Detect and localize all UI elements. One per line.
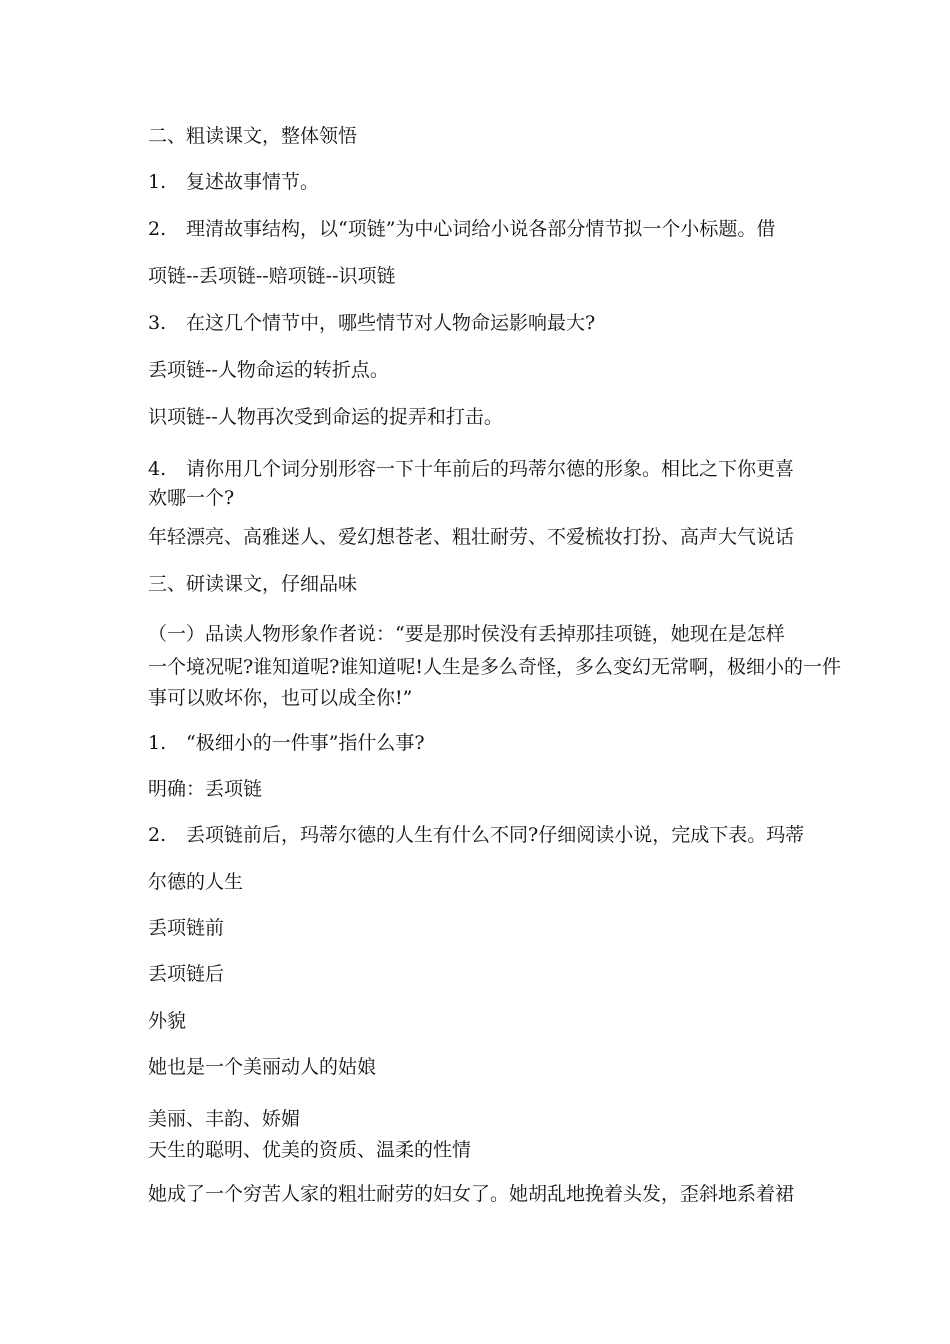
table-row-appearance: 外貌 <box>148 1010 187 1032</box>
section-heading-3: 三、研读课文，仔细品味 <box>148 573 358 595</box>
question-4: 4. 请你用几个词分别形容一下十年前后的玛蒂尔德的形象。相比之下你更喜 <box>148 458 795 480</box>
answer-3b: 识项链--人物再次受到命运的捉弄和打击。 <box>148 406 503 428</box>
section-heading-2: 二、粗读课文，整体领悟 <box>148 125 358 147</box>
table-cell-3: 天生的聪明、优美的资质、温柔的性情 <box>148 1139 472 1161</box>
table-cell-4: 她成了一个穷苦人家的粗壮耐劳的妇女了。她胡乱地挽着头发，歪斜地系着裙 <box>148 1183 795 1205</box>
table-header-before: 丢项链前 <box>148 917 225 939</box>
sub-question-2-cont: 尔德的人生 <box>148 871 244 893</box>
answer-4: 年轻漂亮、高雅迷人、爱幻想苍老、粗壮耐劳、不爱梳妆打扮、高声大气说话 <box>148 526 795 548</box>
answer-2: 项链--丢项链--赔项链--识项链 <box>148 265 396 287</box>
question-1: 1. 复述故事情节。 <box>148 171 320 193</box>
sub-question-2: 2. 丢项链前后，玛蒂尔德的人生有什么不同?仔细阅读小说，完成下表。玛蒂 <box>148 824 805 846</box>
sub-answer-1: 明确：丢项链 <box>148 778 263 800</box>
sub-question-1: 1. “极细小的一件事”指什么事? <box>148 732 425 754</box>
table-header-after: 丢项链后 <box>148 963 225 985</box>
question-2: 2. 理清故事结构，以“项链”为中心词给小说各部分情节拟一个小标题。借 <box>148 218 776 240</box>
quote-line-3: 事可以败坏你，也可以成全你!” <box>148 687 413 709</box>
quote-line-1: （一）品读人物形象作者说：“要是那时侯没有丢掉那挂项链，她现在是怎样 <box>148 623 785 645</box>
table-cell-1: 她也是一个美丽动人的姑娘 <box>148 1056 377 1078</box>
question-3: 3. 在这几个情节中，哪些情节对人物命运影响最大? <box>148 312 596 334</box>
answer-3a: 丢项链--人物命运的转折点。 <box>148 359 389 381</box>
quote-line-2: 一个境况呢?谁知道呢?谁知道呢!人生是多么奇怪，多么变幻无常啊，极细小的一件 <box>148 656 842 678</box>
question-4-cont: 欢哪一个? <box>148 487 235 509</box>
table-cell-2: 美丽、丰韵、娇媚 <box>148 1108 301 1130</box>
